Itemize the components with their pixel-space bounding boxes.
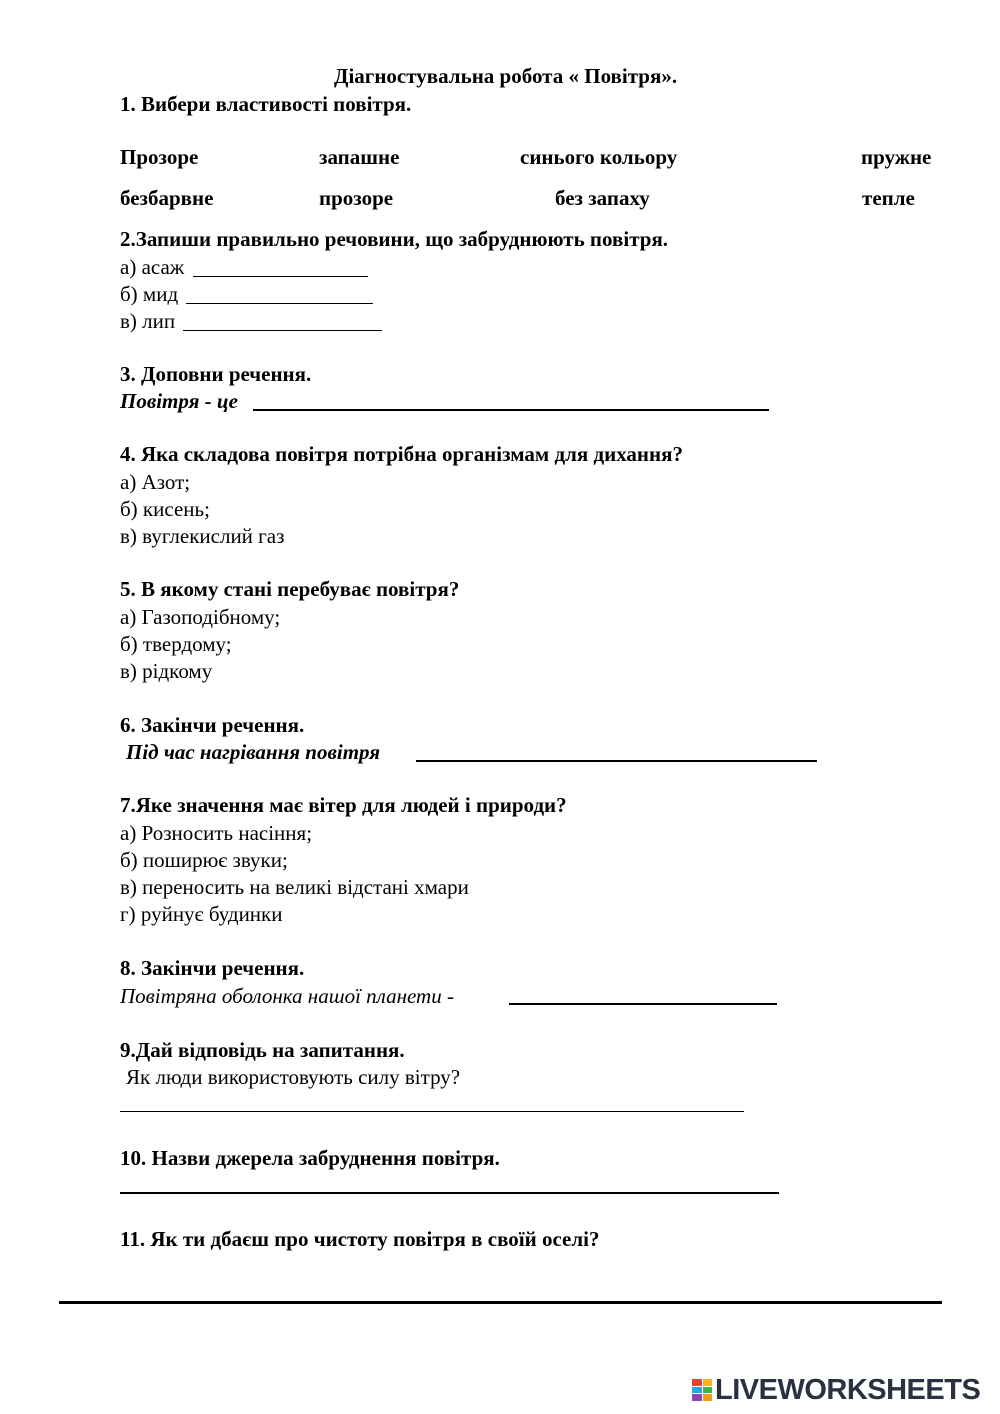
q7-option-a[interactable]: а) Розносить насіння; <box>120 821 313 845</box>
q9-question: Як люди використовують силу вітру? <box>126 1065 461 1089</box>
q6-prompt: Під час нагрівання повітря <box>126 740 381 764</box>
option-warm[interactable]: тепле <box>862 186 915 210</box>
option-odorless[interactable]: без запаху <box>555 186 650 210</box>
q2-answer-c-field[interactable] <box>183 330 382 331</box>
question-3-heading: 3. Доповни речення. <box>120 362 312 386</box>
question-11-heading: 11. Як ти дбаєш про чистоту повітря в своїй оселі? <box>120 1227 600 1251</box>
q8-answer-field[interactable] <box>509 1003 777 1005</box>
page-title: Діагностувальна робота « Повітря». <box>334 64 678 88</box>
q11-answer-field[interactable] <box>59 1301 942 1304</box>
question-2-heading: 2.Запиши правильно речовини, що забруднюють повітря. <box>120 227 669 251</box>
q3-answer-field[interactable] <box>253 409 769 411</box>
q2-item-a: а) асаж <box>120 255 185 279</box>
q9-answer-field[interactable] <box>120 1111 744 1112</box>
question-1-heading: 1. Вибери властивості повітря. <box>120 92 412 116</box>
question-9-heading: 9.Дай відповідь на запитання. <box>120 1038 405 1062</box>
q3-prompt: Повітря - це <box>120 389 238 413</box>
q2-item-b: б) мид <box>120 282 179 306</box>
q4-option-a[interactable]: а) Азот; <box>120 470 191 494</box>
q6-answer-field[interactable] <box>416 760 817 762</box>
option-transparent[interactable]: Прозоре <box>120 145 199 169</box>
q5-option-a[interactable]: а) Газоподібному; <box>120 605 281 629</box>
question-10-heading: 10. Назви джерела забруднення повітря. <box>120 1146 500 1170</box>
option-transparent-2[interactable]: прозоре <box>319 186 394 210</box>
question-5-heading: 5. В якому стані перебуває повітря? <box>120 577 460 601</box>
q7-option-c[interactable]: в) переносить на великі відстані хмари <box>120 875 469 899</box>
q8-prompt: Повітряна оболонка нашої планети - <box>120 984 454 1008</box>
question-4-heading: 4. Яка складова повітря потрібна організмам для дихання? <box>120 442 683 466</box>
question-8-heading: 8. Закінчи речення. <box>120 956 305 980</box>
option-fragrant[interactable]: запашне <box>319 145 400 169</box>
option-elastic[interactable]: пружне <box>861 145 932 169</box>
q2-item-c: в) лип <box>120 309 176 333</box>
q10-answer-field[interactable] <box>120 1192 779 1194</box>
option-colorless[interactable]: безбарвне <box>120 186 214 210</box>
q7-option-d[interactable]: г) руйнує будинки <box>120 902 283 926</box>
liveworksheets-logo-text: LIVEWORKSHEETS <box>715 1373 981 1406</box>
q4-option-b[interactable]: б) кисень; <box>120 497 210 521</box>
question-7-heading: 7.Яке значення має вітер для людей і природи? <box>120 793 567 817</box>
question-6-heading: 6. Закінчи речення. <box>120 713 305 737</box>
q2-answer-a-field[interactable] <box>193 276 368 277</box>
option-blue-color[interactable]: синього кольору <box>520 145 678 169</box>
q2-answer-b-field[interactable] <box>186 303 373 304</box>
q5-option-b[interactable]: б) твердому; <box>120 632 232 656</box>
q7-option-b[interactable]: б) поширює звуки; <box>120 848 288 872</box>
liveworksheets-logo <box>692 1373 981 1406</box>
q4-option-c[interactable]: в) вуглекислий газ <box>120 524 285 548</box>
liveworksheets-logo-icon <box>692 1379 712 1401</box>
q5-option-c[interactable]: в) рідкому <box>120 659 213 683</box>
